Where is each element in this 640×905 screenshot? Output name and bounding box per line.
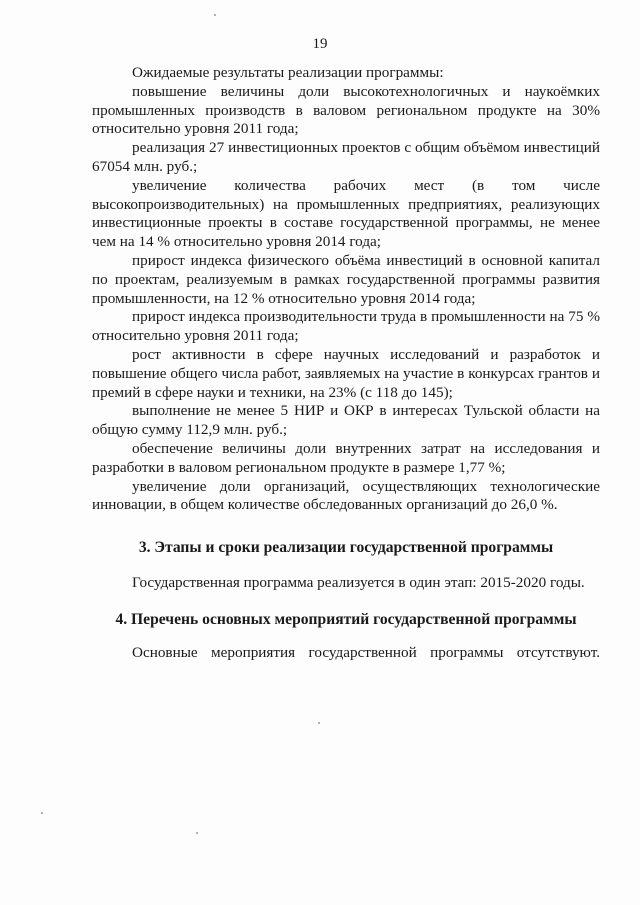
results-intro: Ожидаемые результаты реализации программы: [132,64,444,81]
scan-speck [196,832,198,834]
result-item: выполнение не менее 5 НИР и ОКР в интересах Тульской области на общую сумму 112,9 млн. руб.; [92,402,600,439]
section-3-heading: 3. Этапы и сроки реализации государственной программы [138,539,554,557]
section-3-text: Государственная программа реализуется в один этап: 2015-2020 годы. [132,573,585,591]
scan-speck [41,812,43,814]
result-item: обеспечение величины доли внутренних затрат на исследования и разработки в валовом региональном продукте в размере 1,77 %; [92,439,600,476]
result-item: прирост индекса производительности труда в промышленности на 75 % относительно уровня 2011 года; [92,308,600,345]
section-4-text: Основные мероприятия государственной программы отсутствуют. [132,643,600,661]
section-4-heading: 4. Перечень основных мероприятий государственной программы [115,610,577,628]
result-item: увеличение количества рабочих мест (в том числе высокопроизводительных) на промышленных предприятиях, реализующих инвестиционные проекты в составе государственной программы, не менее чем на 14 % относительно уровня 2014 года; [92,176,600,251]
result-item: рост активности в сфере научных исследований и разработок и повышение общего числа работ, заявляемых на участие в конкурсах грантов и премий в сфере науки и техники, на 23% (с 118 до 145); [92,345,600,401]
scan-speck [214,14,216,16]
page-number: 19 [312,36,328,52]
result-item: реализация 27 инвестиционных проектов с общим объёмом инвестиций 67054 млн. руб.; [92,139,600,175]
result-item: прирост индекса физического объёма инвестиций в основной капитал по проектам, реализуемым в рамках государственной программы развития промышленности, на 12 % относительно уровня 2014 года; [92,251,600,307]
scan-speck [318,722,320,724]
result-item: увеличение доли организаций, осуществляющих технологические инновации, в общем количестве обследованных организаций до 26,0 %. [92,477,600,514]
page-content [92,64,600,662]
result-item: повышение величины доли высокотехнологичных и наукоёмких промышленных производств в валовом региональном продукте на 30% относительно уровня 2011 года; [92,82,600,138]
